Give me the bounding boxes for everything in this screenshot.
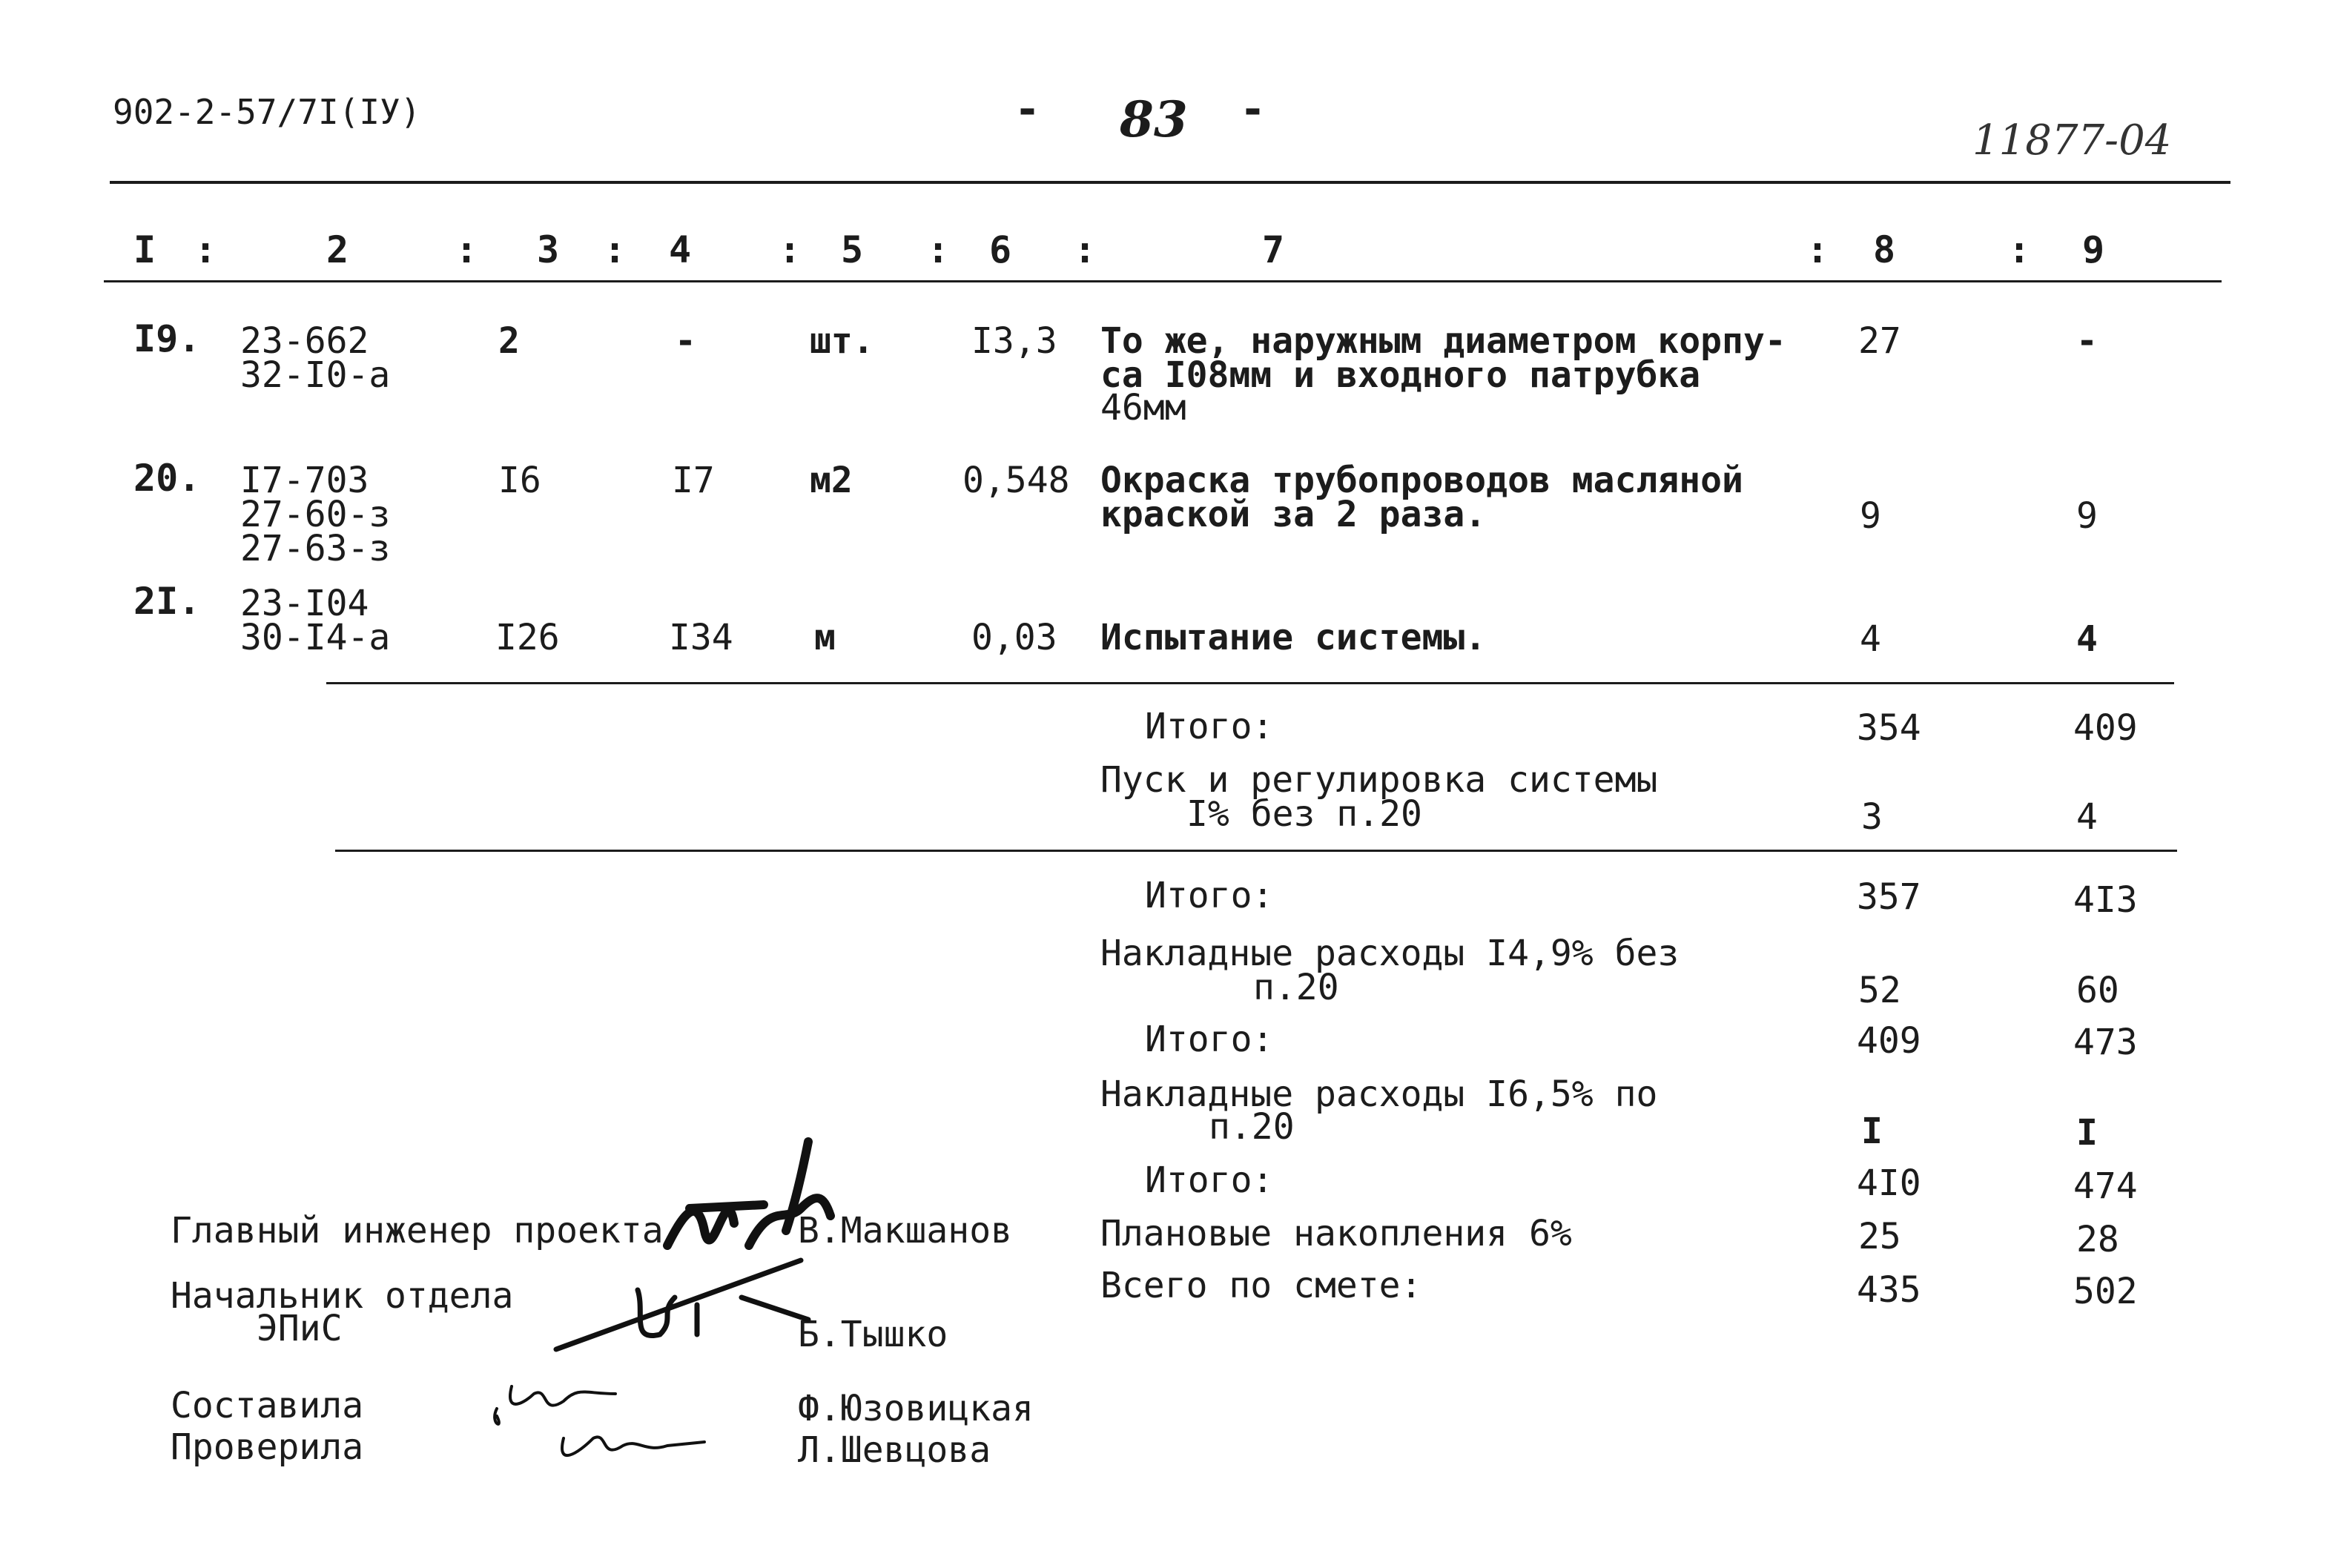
price-code-line: 30-I4-а <box>240 617 391 658</box>
unit-price: 0,03 <box>971 617 1057 658</box>
unit: м <box>814 617 836 658</box>
column-separator: : <box>1806 228 1829 271</box>
cost-col8: 27 <box>1858 320 1901 362</box>
page-number: 83 <box>1120 90 1188 148</box>
unit: шт. <box>810 320 874 362</box>
total-col8: 354 <box>1857 707 1921 749</box>
price-code-line: I7-703 <box>240 460 369 501</box>
cost-col9: - <box>2076 320 2098 362</box>
head-of-department-label: Начальник отдела <box>171 1275 514 1317</box>
cost-col9: 9 <box>2076 495 2098 537</box>
total-label: Итого: <box>1145 1160 1274 1201</box>
quantity-col4: I7 <box>672 460 715 501</box>
row-number: 2I. <box>133 580 201 623</box>
column-number-4: 4 <box>669 228 692 271</box>
total-label: I% без п.20 <box>1186 793 1422 835</box>
quantity-col3: I6 <box>498 460 541 501</box>
header-rule <box>110 181 2230 184</box>
column-separator: : <box>779 228 802 271</box>
cost-col8: 4 <box>1860 618 1881 660</box>
page-dash-left: - <box>1014 84 1040 134</box>
quantity-col3: 2 <box>498 320 520 362</box>
unit-price: 0,548 <box>962 460 1070 501</box>
total-col9: 4I3 <box>2073 879 2138 921</box>
page-dash-right: - <box>1240 84 1266 134</box>
head-of-department-label: ЭПиС <box>257 1308 343 1349</box>
handwritten-signature-head <box>549 1246 816 1364</box>
total-col8: 25 <box>1858 1216 1901 1257</box>
work-description-line: То же, наружным диаметром корпу- <box>1100 320 1786 362</box>
chief-engineer-name: В.Макшанов <box>798 1210 1012 1251</box>
total-col9: 4 <box>2076 796 2098 838</box>
column-separator: : <box>194 228 217 271</box>
column-number-5: 5 <box>841 228 864 271</box>
subtotal-rule <box>335 850 2177 852</box>
cost-col9: 4 <box>2076 618 2098 660</box>
total-col9: 474 <box>2073 1165 2138 1207</box>
column-number-3: 3 <box>537 228 560 271</box>
unit: м2 <box>810 460 853 501</box>
quantity-col3: I26 <box>495 617 560 658</box>
column-number-1: I <box>133 228 156 271</box>
column-separator: : <box>1074 228 1097 271</box>
work-description-line: Испытание системы. <box>1100 617 1487 658</box>
total-col9: 28 <box>2076 1219 2119 1260</box>
work-description-line: Окраска трубопроводов масляной <box>1100 460 1743 501</box>
price-code-line: 23-662 <box>240 320 369 362</box>
total-col8: 409 <box>1857 1020 1921 1062</box>
total-col8: I <box>1861 1111 1883 1152</box>
rows-end-rule <box>326 682 2174 684</box>
total-label: Итого: <box>1145 706 1274 747</box>
column-number-7: 7 <box>1262 228 1285 271</box>
total-col9: 473 <box>2073 1022 2138 1063</box>
work-description-line: 46мм <box>1100 387 1186 429</box>
compiled-by-label: Составила <box>171 1385 364 1426</box>
total-label: Пуск и регулировка системы <box>1100 759 1658 801</box>
work-description-line: краской за 2 раза. <box>1100 494 1487 535</box>
total-label: Итого: <box>1145 875 1274 916</box>
column-header-rule <box>104 280 2222 282</box>
total-col9: 60 <box>2076 970 2119 1011</box>
column-separator: : <box>604 228 627 271</box>
price-code-line: 32-I0-а <box>240 354 391 396</box>
total-label: Накладные расходы I6,5% по <box>1100 1074 1658 1115</box>
total-label: Плановые накопления 6% <box>1100 1213 1572 1254</box>
column-number-6: 6 <box>989 228 1012 271</box>
document-code: 902-2-57/7I(IУ) <box>113 92 421 132</box>
unit-price: I3,3 <box>971 320 1057 362</box>
total-label: Итого: <box>1145 1019 1274 1060</box>
compiled-by-name: Ф.Юзовицкая <box>798 1388 1034 1429</box>
column-separator: : <box>2008 228 2031 271</box>
work-description-line: са I08мм и входного патрубка <box>1100 354 1701 396</box>
column-number-2: 2 <box>326 228 349 271</box>
head-of-department-name: Б.Тышко <box>798 1314 948 1355</box>
checked-by-name: Л.Шевцова <box>798 1429 991 1471</box>
column-separator: : <box>927 228 950 271</box>
total-col9: I <box>2076 1112 2098 1154</box>
quantity-col4: - <box>675 320 696 362</box>
total-col8: 52 <box>1858 970 1901 1011</box>
column-number-9: 9 <box>2082 228 2105 271</box>
archive-number: 11877-04 <box>1972 116 2172 165</box>
grand-total-col8: 435 <box>1857 1269 1921 1311</box>
total-label: п.20 <box>1253 967 1339 1008</box>
quantity-col4: I34 <box>669 617 733 658</box>
price-code-line: 27-60-з <box>240 494 391 535</box>
total-label: п.20 <box>1209 1106 1295 1148</box>
chief-engineer-label: Главный инженер проекта <box>171 1210 664 1251</box>
price-code-line: 23-I04 <box>240 583 369 624</box>
cost-col8: 9 <box>1860 495 1881 537</box>
handwritten-signature-compiled <box>482 1372 749 1483</box>
grand-total-col9: 502 <box>2073 1271 2138 1312</box>
row-number: I9. <box>133 317 201 360</box>
grand-total-label: Всего по смете: <box>1100 1265 1422 1306</box>
total-col8: 357 <box>1857 876 1921 918</box>
row-number: 20. <box>133 457 201 500</box>
total-label: Накладные расходы I4,9% без <box>1100 933 1680 974</box>
total-col9: 409 <box>2073 707 2138 749</box>
total-col8: 3 <box>1861 796 1883 838</box>
column-number-8: 8 <box>1873 228 1896 271</box>
price-code-line: 27-63-з <box>240 528 391 569</box>
total-col8: 4I0 <box>1857 1162 1921 1204</box>
column-separator: : <box>455 228 478 271</box>
checked-by-label: Проверила <box>171 1426 364 1468</box>
